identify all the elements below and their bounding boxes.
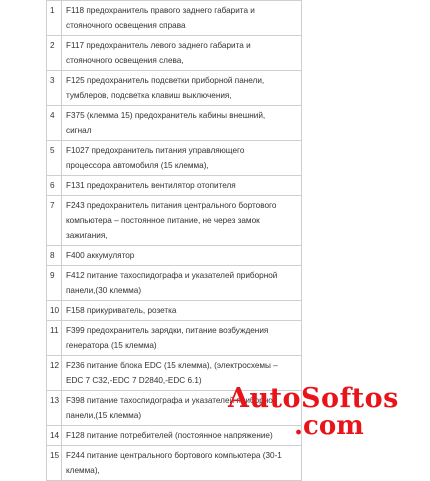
fuse-description: F158 прикуриватель, розетка: [62, 301, 302, 321]
fuse-description: F117 предохранитель левого заднего габарита и стояночного освещения слева,: [62, 36, 302, 71]
table-row: [47, 446, 302, 481]
table-row: [47, 321, 302, 356]
table-row: [47, 426, 302, 446]
table-row: [47, 141, 302, 176]
row-number: 4: [47, 106, 62, 141]
row-number: 11: [47, 321, 62, 356]
fuse-description: F400 аккумулятор: [62, 246, 302, 266]
fuse-table-container: [46, 0, 302, 481]
fuse-description: F1027 предохранитель питания управляющего процессора автомобиля (15 клемма),: [62, 141, 302, 176]
row-number: 13: [47, 391, 62, 426]
fuse-description: F375 (клемма 15) предохранитель кабины внешний, сигнал: [62, 106, 302, 141]
table-row: [47, 106, 302, 141]
row-number: 12: [47, 356, 62, 391]
table-row: [47, 36, 302, 71]
table-row: [47, 246, 302, 266]
row-number: 15: [47, 446, 62, 481]
fuse-description: F125 предохранитель подсветки приборной панели, тумблеров, подсветка клавиш выключения,: [62, 71, 302, 106]
fuse-description: F243 предохранитель питания центрального бортового компьютера – постоянное питание, не через замок зажигания,: [62, 196, 302, 246]
fuse-description: F244 питание центрального бортового компьютера (30-1 клемма),: [62, 446, 302, 481]
row-number: 3: [47, 71, 62, 106]
fuse-description: F128 питание потребителей (постоянное напряжение): [62, 426, 302, 446]
row-number: 9: [47, 266, 62, 301]
table-row: [47, 301, 302, 321]
fuse-table: [46, 0, 302, 481]
row-number: 10: [47, 301, 62, 321]
fuse-description: F236 питание блока EDC (15 клемма), (электросхемы – EDC 7 C32,-EDC 7 D2840,-EDC 6.1): [62, 356, 302, 391]
watermark-line-1: AutoSoftos: [228, 383, 399, 414]
table-row: [47, 1, 302, 36]
table-row: [47, 391, 302, 426]
row-number: 2: [47, 36, 62, 71]
fuse-description: F398 питание тахоспидографа и указателей приборной панели,(15 клемма): [62, 391, 302, 426]
row-number: 5: [47, 141, 62, 176]
fuse-description: F118 предохранитель правого заднего габарита и стояночного освещения справа: [62, 1, 302, 36]
fuse-description: F131 предохранитель вентилятор отопителя: [62, 176, 302, 196]
fuse-table-body: [47, 1, 302, 481]
table-row: [47, 266, 302, 301]
row-number: 7: [47, 196, 62, 246]
table-row: [47, 71, 302, 106]
row-number: 6: [47, 176, 62, 196]
row-number: 1: [47, 1, 62, 36]
table-row: [47, 356, 302, 391]
fuse-description: F399 предохранитель зарядки, питание возбуждения генератора (15 клемма): [62, 321, 302, 356]
watermark-line-2: .com: [294, 411, 364, 441]
row-number: 8: [47, 246, 62, 266]
table-row: [47, 176, 302, 196]
row-number: 14: [47, 426, 62, 446]
table-row: [47, 196, 302, 246]
fuse-description: F412 питание тахоспидографа и указателей приборной панели,(30 клемма): [62, 266, 302, 301]
